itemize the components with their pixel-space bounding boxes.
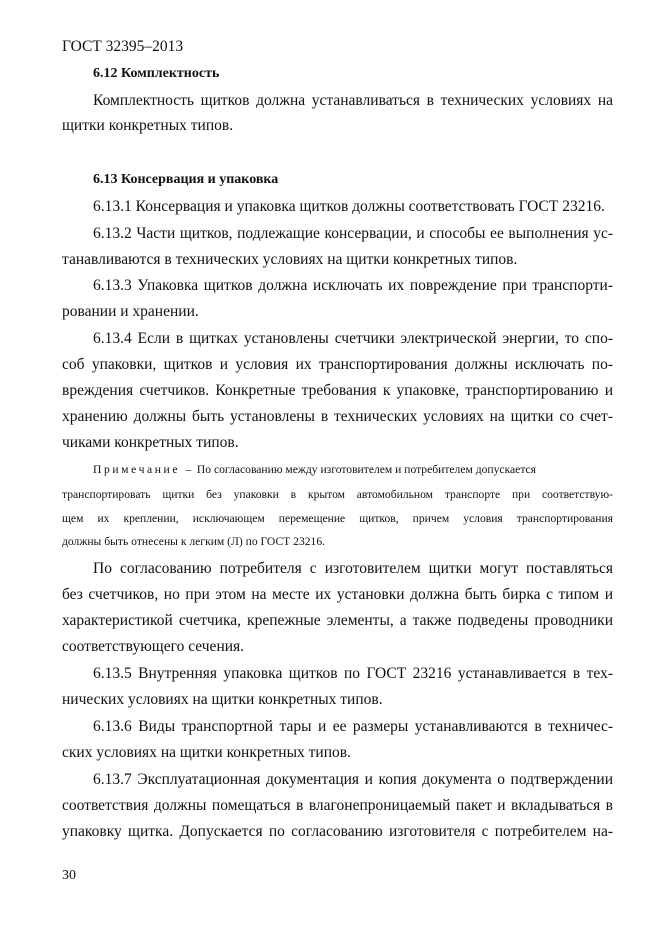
paragraph-6-13-7-line: 6.13.7 Эксплуатационная документация и копия документа о подтверждении [93, 771, 613, 788]
note-text: По согласованию между изготовителем и потребителем допускается [196, 463, 537, 476]
section-6-12-title: 6.12 Комплектность [93, 66, 220, 81]
paragraph-6-13-4-line: 6.13.4 Если в щитках установлены счетчики электрической энергии, то спо- [93, 330, 613, 347]
paragraph-6-13-4-line: соб упаковки, щитков и условия их транспортирования должны исключать по- [62, 356, 613, 373]
paragraph-agreement-line: без счетчиков, но при этом на месте их установки должна быть бирка с типом и [62, 586, 613, 603]
section-6-13-title: 6.13 Консервация и упаковка [93, 172, 279, 187]
paragraph-6-13-2-line: танавливаются в технических условиях на щитки конкретных типов. [62, 251, 518, 268]
paragraph-6-13-4-line: чиками конкретных типов. [62, 434, 239, 451]
paragraph-6-13-5-line: 6.13.5 Внутренняя упаковка щитков по ГОСТ 23216 устанавливается в тех- [93, 665, 613, 682]
paragraph-6-13-3-line: ровании и хранении. [62, 303, 199, 320]
paragraph-6-13-4-line: хранению должны быть установлены в технических условиях на щитки со счет- [62, 408, 613, 425]
paragraph-6-13-4-line: вреждения счетчиков. Конкретные требования к упаковке, транспортированию и [62, 382, 613, 399]
paragraph-6-13-5-line: нических условиях на щитки конкретных типов. [62, 691, 383, 708]
note-first-line [93, 462, 613, 478]
paragraph-6-13-6-line: 6.13.6 Виды транспортной тары и ее размеры устанавливаются в техничес- [93, 718, 613, 735]
paragraph-agreement-line: характеристикой счетчика, крепежные элементы, а также подведены проводники [62, 612, 613, 629]
paragraph-6-13-7-line: упаковку щитка. Допускается по согласованию изготовителя с потребителем на- [62, 823, 613, 840]
note-line: должны быть отнесены к легким (Л) по ГОСТ 23216. [62, 535, 326, 548]
note-line: щем их креплении, исключающем перемещение щитков, причем условия транспортирования [62, 512, 613, 525]
paragraph-agreement-line: По согласованию потребителя с изготовителем щитки могут поставляться [93, 560, 613, 577]
note-label: Примечание – [93, 463, 194, 476]
paragraph-6-13-2-line: 6.13.2 Части щитков, подлежащие консервации, и способы ее выполнения ус- [93, 225, 613, 242]
paragraph-6-13-6-line: ских условиях на щитки конкретных типов. [62, 744, 351, 761]
paragraph-6-13-1-line: 6.13.1 Консервация и упаковка щитков должны соответствовать ГОСТ 23216. [93, 198, 605, 215]
document-header: ГОСТ 32395–2013 [62, 38, 184, 55]
section-6-12-text-line: щитки конкретных типов. [62, 117, 234, 134]
paragraph-agreement-line: соответствующего сечения. [62, 638, 245, 655]
paragraph-6-13-3-line: 6.13.3 Упаковка щитков должна исключать их повреждение при транспорти- [93, 277, 613, 294]
paragraph-6-13-7-line: соответствия должны помещаться в влагонепроницаемый пакет и вкладываться в [62, 797, 613, 814]
section-6-12-text-line: Комплектность щитков должна устанавливаться в технических условиях на [93, 92, 613, 109]
note-line: транспортировать щитки без упаковки в крытом автомобильном транспорте при соответствую- [62, 488, 613, 501]
page-number: 30 [62, 868, 76, 883]
